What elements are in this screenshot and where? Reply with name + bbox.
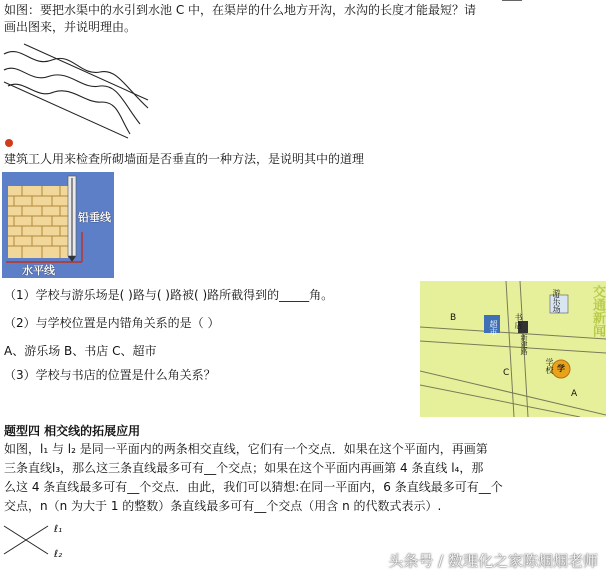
q4-line1: 如图，l₁ 与 l₂ 是同一平面内的两条相交直线，它们有一个交点．如果在这个平面内，再画第 [4,442,488,456]
q4-line4: 交点，n（n 为大于 1 的整数）条直线最多可有__个交点（用含 n 的代数式表示）. [4,499,442,513]
map-market: 超市 [489,320,498,336]
map-road-b: B [450,313,457,323]
q4-heading: 题型四 相交线的拓展应用 [4,424,141,438]
watermark: 头条号 / 数理化之家陈烟烟老师 [388,552,598,570]
q3-line1: （1）学校与游乐场是( )路与( )路被( )路所截得到的_____角。 [4,288,334,302]
label-level-line: 水平线 [22,264,55,277]
label-l2: ℓ₂ [54,549,63,560]
q1-line1: 如图：要把水渠中的水引到水池 C 中，在渠岸的什么地方开沟，水沟的长度才能最短？请 [4,3,477,17]
map-school-mark: 学 [557,364,565,373]
q3-line4: （3）学校与书店的位置是什么角关系？ [4,368,216,382]
q1-line2: 画出图来，并说明理由。 [4,20,137,34]
q2-text: 建筑工人用来检查所砌墙面是否垂直的一种方法，是说明其中的道理 [4,152,365,166]
brick-wall-figure [2,172,114,278]
map-park: 游乐场 [552,289,561,313]
map-road-c: C [503,368,510,378]
map-road-a: A [571,389,578,399]
map-bookstore: 书店 [514,313,523,329]
label-l1: ℓ₁ [54,524,63,535]
q3-options: A、游乐场 B、书店 C、超市 [4,344,157,358]
q3-line2: （2）与学校位置是内错角关系的是（ ） [4,316,220,330]
bullet-icon [5,139,13,147]
canal-figure [2,42,152,140]
map-school: 学校 [545,358,554,374]
q4-line3: 么这 4 条直线最多可有__个交点．由此，我们可以猜想:在同一平面内，6 条直线最多可有__个 [4,480,503,494]
q4-line2: 三条直线l₃，那么这三条直线最多可有__个交点；如果在这个平面内再画第 4 条直线 l₄，那 [4,461,484,475]
map-top-text: 交通新闻 [590,285,605,337]
city-map [420,281,606,417]
map-station: 新建路 [520,334,528,355]
label-plumb-line: 铅垂线 [78,211,111,224]
top-rule [502,0,522,1]
intersecting-lines-figure [2,522,54,558]
